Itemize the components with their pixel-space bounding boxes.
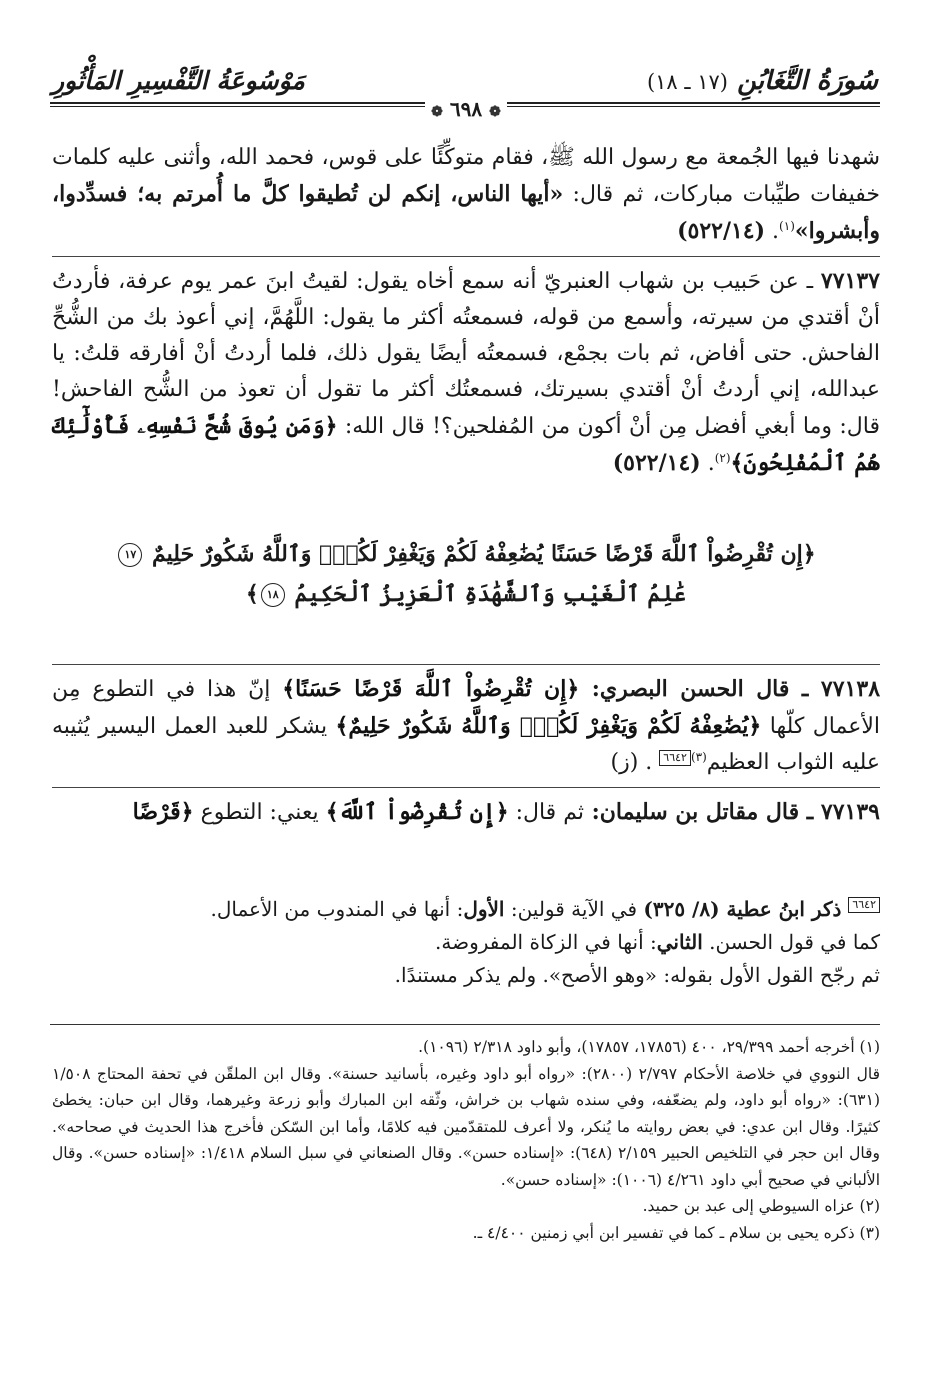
quran-verse: ﴿يُضَٰعِفْهُ لَكُمْ وَيَغْفِرْ لَكُمْۚ وَٱللَّهُ شَكُورٌ حَلِيمٌ﴾ (335, 713, 762, 739)
continuation-paragraph: شهدنا فيها الجُمعة مع رسول الله ﷺ، فقام متوكِّئًا على قوس، فحمد الله، وأثنى عليه كلمات خفيفات طيِّبات مباركات، ثم قال: «أيها الناس، إنكم لن تُطيقوا كلَّ ما أُمرتم به؛ فسدِّدوا، وأبشروا»$^{(١)}$. (٥٢٢/١٤) (52, 145, 880, 244)
volume-reference: (٥٢٢/١٤) (677, 218, 766, 244)
entry-77138: ٧٧١٣٨ ـ قال الحسن البصري: ﴿إِن تُقْرِضُواْ ٱللَّهَ قَرْضًا حَسَنًا﴾ إنّ هذا في التطوع مِن الأعمال كلّها ﴿يُضَٰعِفْهُ لَكُمْ وَيَغْفِرْ لَكُمْۚ وَٱللَّهُ شَكُورٌ حَلِيمٌ﴾ يشكر للعبد العمل اليسير يُثيبه عليه الثواب العظيم$^{(٣)}$٦٦٤٢ . (ز) (52, 676, 881, 775)
footnote-1-continued: قال النووي في خلاصة الأحكام ٢/٧٩٧ (٢٨٠٠): «رواه أبو داود وغيره، بأسانيد حسنة». وقال ابن الملقّن في تحفة المحتاج ١/٥٠٨ (٦٣١): «رواه أبو داود، ولم يضعّفه، وفي سنده شهاب بن خراش، وثّقه ابن المبارك وأبو زرعة وغيرهما، وقال ابن حبان: يخطئ كثيرًا. وقال ابن عدي: في بعض روايته ما يُنكر، ولا أعرف للمتقدّمين فيه كلامًا، وأما ابن السّكن فأخرج هذا الحديث في صحاحه». وقال ابن حجر في التلخيص الحبير ٢/١٥٩ (٦٤٨): «إسناده حسن». وقال الصنعاني في سبل السلام ١/٤١٨: «إسناده حسن». وقال الألباني في صحيح أبي داود ٤/٢٦١ (١٠٠٦): «إسناده حسن». (52, 1064, 880, 1189)
entry-number: ٧٧١٣٩ (820, 799, 880, 825)
hadith-quote: «أيها الناس، إنكم لن تُطيقوا كلَّ ما أُمرتم به؛ فسدِّدوا، وأبشروا» (52, 181, 880, 244)
quran-verse: ﴿إِن تُقْرِضُواْ ٱللَّهَ﴾ (325, 799, 509, 825)
ayah-number-17: ١٧ (118, 543, 142, 567)
annotation-link[interactable]: ٦٦٤٢ (659, 750, 691, 766)
footnote-rule (50, 1024, 880, 1025)
entry-separator (52, 664, 880, 665)
ornament-icon: ❁ (431, 104, 443, 120)
footnote-1: (١) أخرجه أحمد ٢٩/٣٩٩، ٤٠٠ (١٧٨٥٦، ١٧٨٥٧)، وأبو داود ٢/٣١٨ (١٠٩٦). (418, 1038, 880, 1056)
volume-reference: (٥٢٢/١٤) (612, 450, 701, 476)
entry-number: ٧٧١٣٧ (820, 268, 880, 294)
quran-verse: ﴿إِن تُقْرِضُواْ ٱللَّهَ قَرْضًا حَسَنًا﴾ (282, 676, 580, 702)
book-title: مَوْسُوعَةُ التَّفْسِيرِ المَأْثُورِ (52, 66, 305, 95)
annotation-number: ٦٦٤٢ (848, 897, 880, 913)
ornament-icon: ❁ (489, 104, 501, 120)
annotation-note: ٦٦٤٢ ذكر ابنُ عطية (٨/ ٣٢٥) في الآية قولين: الأول: أنها في المندوب من الأعمال. كما في قول الحسن. الثاني: أنها في الزكاة المفروضة. ثم رجّح القول الأول بقوله: «وهو الأصح». ولم يذكر مستندًا. (210, 897, 880, 987)
page-number: ❁ ٦٩٨ ❁ (0, 97, 932, 121)
entry-separator (52, 787, 880, 788)
footnote-marker: (٣) (690, 750, 707, 764)
ayah-number-18: ١٨ (261, 583, 285, 607)
entry-77137: ٧٧١٣٧ ـ عن حَبيب بن شهاب العنبريّ أنه سمع أخاه يقول: لقيتُ ابنَ عمر يوم عرفة، فأردتُ أنْ أقتدي من سيرته، وأسمع من قوله، فسمعتُه أكثر ما يقول: اللَّهُمَّ، إني أعوذ بك من الشُّحِّ الفاحش. حتى أفاض، ثم بات بجمْع، فسمعتُه أيضًا يقول ذلك، فلما أردتُ أنْ أفارقه قلتُ: يا عبدالله، إني أردتُ أنْ أقتدي بسيرتك، فسمعتُك أكثر ما تقول أن تعوذ من الشُّح الفاحش! قال: وما أبغي أفضل مِن أنْ أكون من المُفلحين؟! قال الله: ﴿وَمَن يُوقَ شُحَّ نَفْسِهِۦ فَأُوْلَٰٓئِكَ هُمُ ٱلْمُفْلِحُونَ﴾$^{(٢)}$. (٥٢٢/١٤) (52, 268, 880, 476)
entry-separator (52, 256, 880, 257)
footnotes (52, 1034, 880, 1246)
footnote-3: (٣) ذكره يحيى بن سلام ـ كما في تفسير ابن أبي زمنين ٤/٤٠٠ ـ. (472, 1223, 880, 1242)
footnote-2: (٢) عزاه السيوطي إلى عبد بن حميد. (642, 1197, 880, 1215)
quran-verse-block: ﴿إِن تُقْرِضُواْ ٱللَّهَ قَرْضًا حَسَنًا يُضَٰعِفْهُ لَكُمْ وَيَغْفِرْ لَكُمْۚ وَٱللَّهُ شَكُورٌ حَلِيمٌ ١٧ عَٰلِمُ ٱلْغَيْبِ وَٱلشَّهَٰدَةِ ٱلْعَزِيزُ ٱلْحَكِيمُ ١٨﴾ (52, 534, 880, 614)
entry-number: ٧٧١٣٨ (820, 676, 881, 702)
running-header (52, 62, 878, 102)
footnote-marker: (٢) (714, 451, 731, 465)
quran-verse: ﴿وَمَن يُوقَ شُحَّ نَفْسِهِۦ فَأُوْلَٰٓئِكَ هُمُ ٱلْمُفْلِحُونَ﴾ (52, 413, 880, 476)
quran-verse: ﴿قَرْضًا (132, 799, 194, 825)
verse-range: (١٧ ـ ١٨) (646, 70, 728, 94)
footnote-marker: (١) (779, 219, 795, 233)
surah-title: سُورَةُ التَّغَابُنِ (١٧ ـ ١٨) (646, 66, 878, 96)
entry-77139: ٧٧١٣٩ ـ قال مقاتل بن سليمان: ثم قال: ﴿إِن تُقْرِضُواْ ٱللَّهَ﴾ يعني: التطوع ﴿قَرْضًا (132, 799, 880, 825)
main-text (52, 140, 880, 831)
